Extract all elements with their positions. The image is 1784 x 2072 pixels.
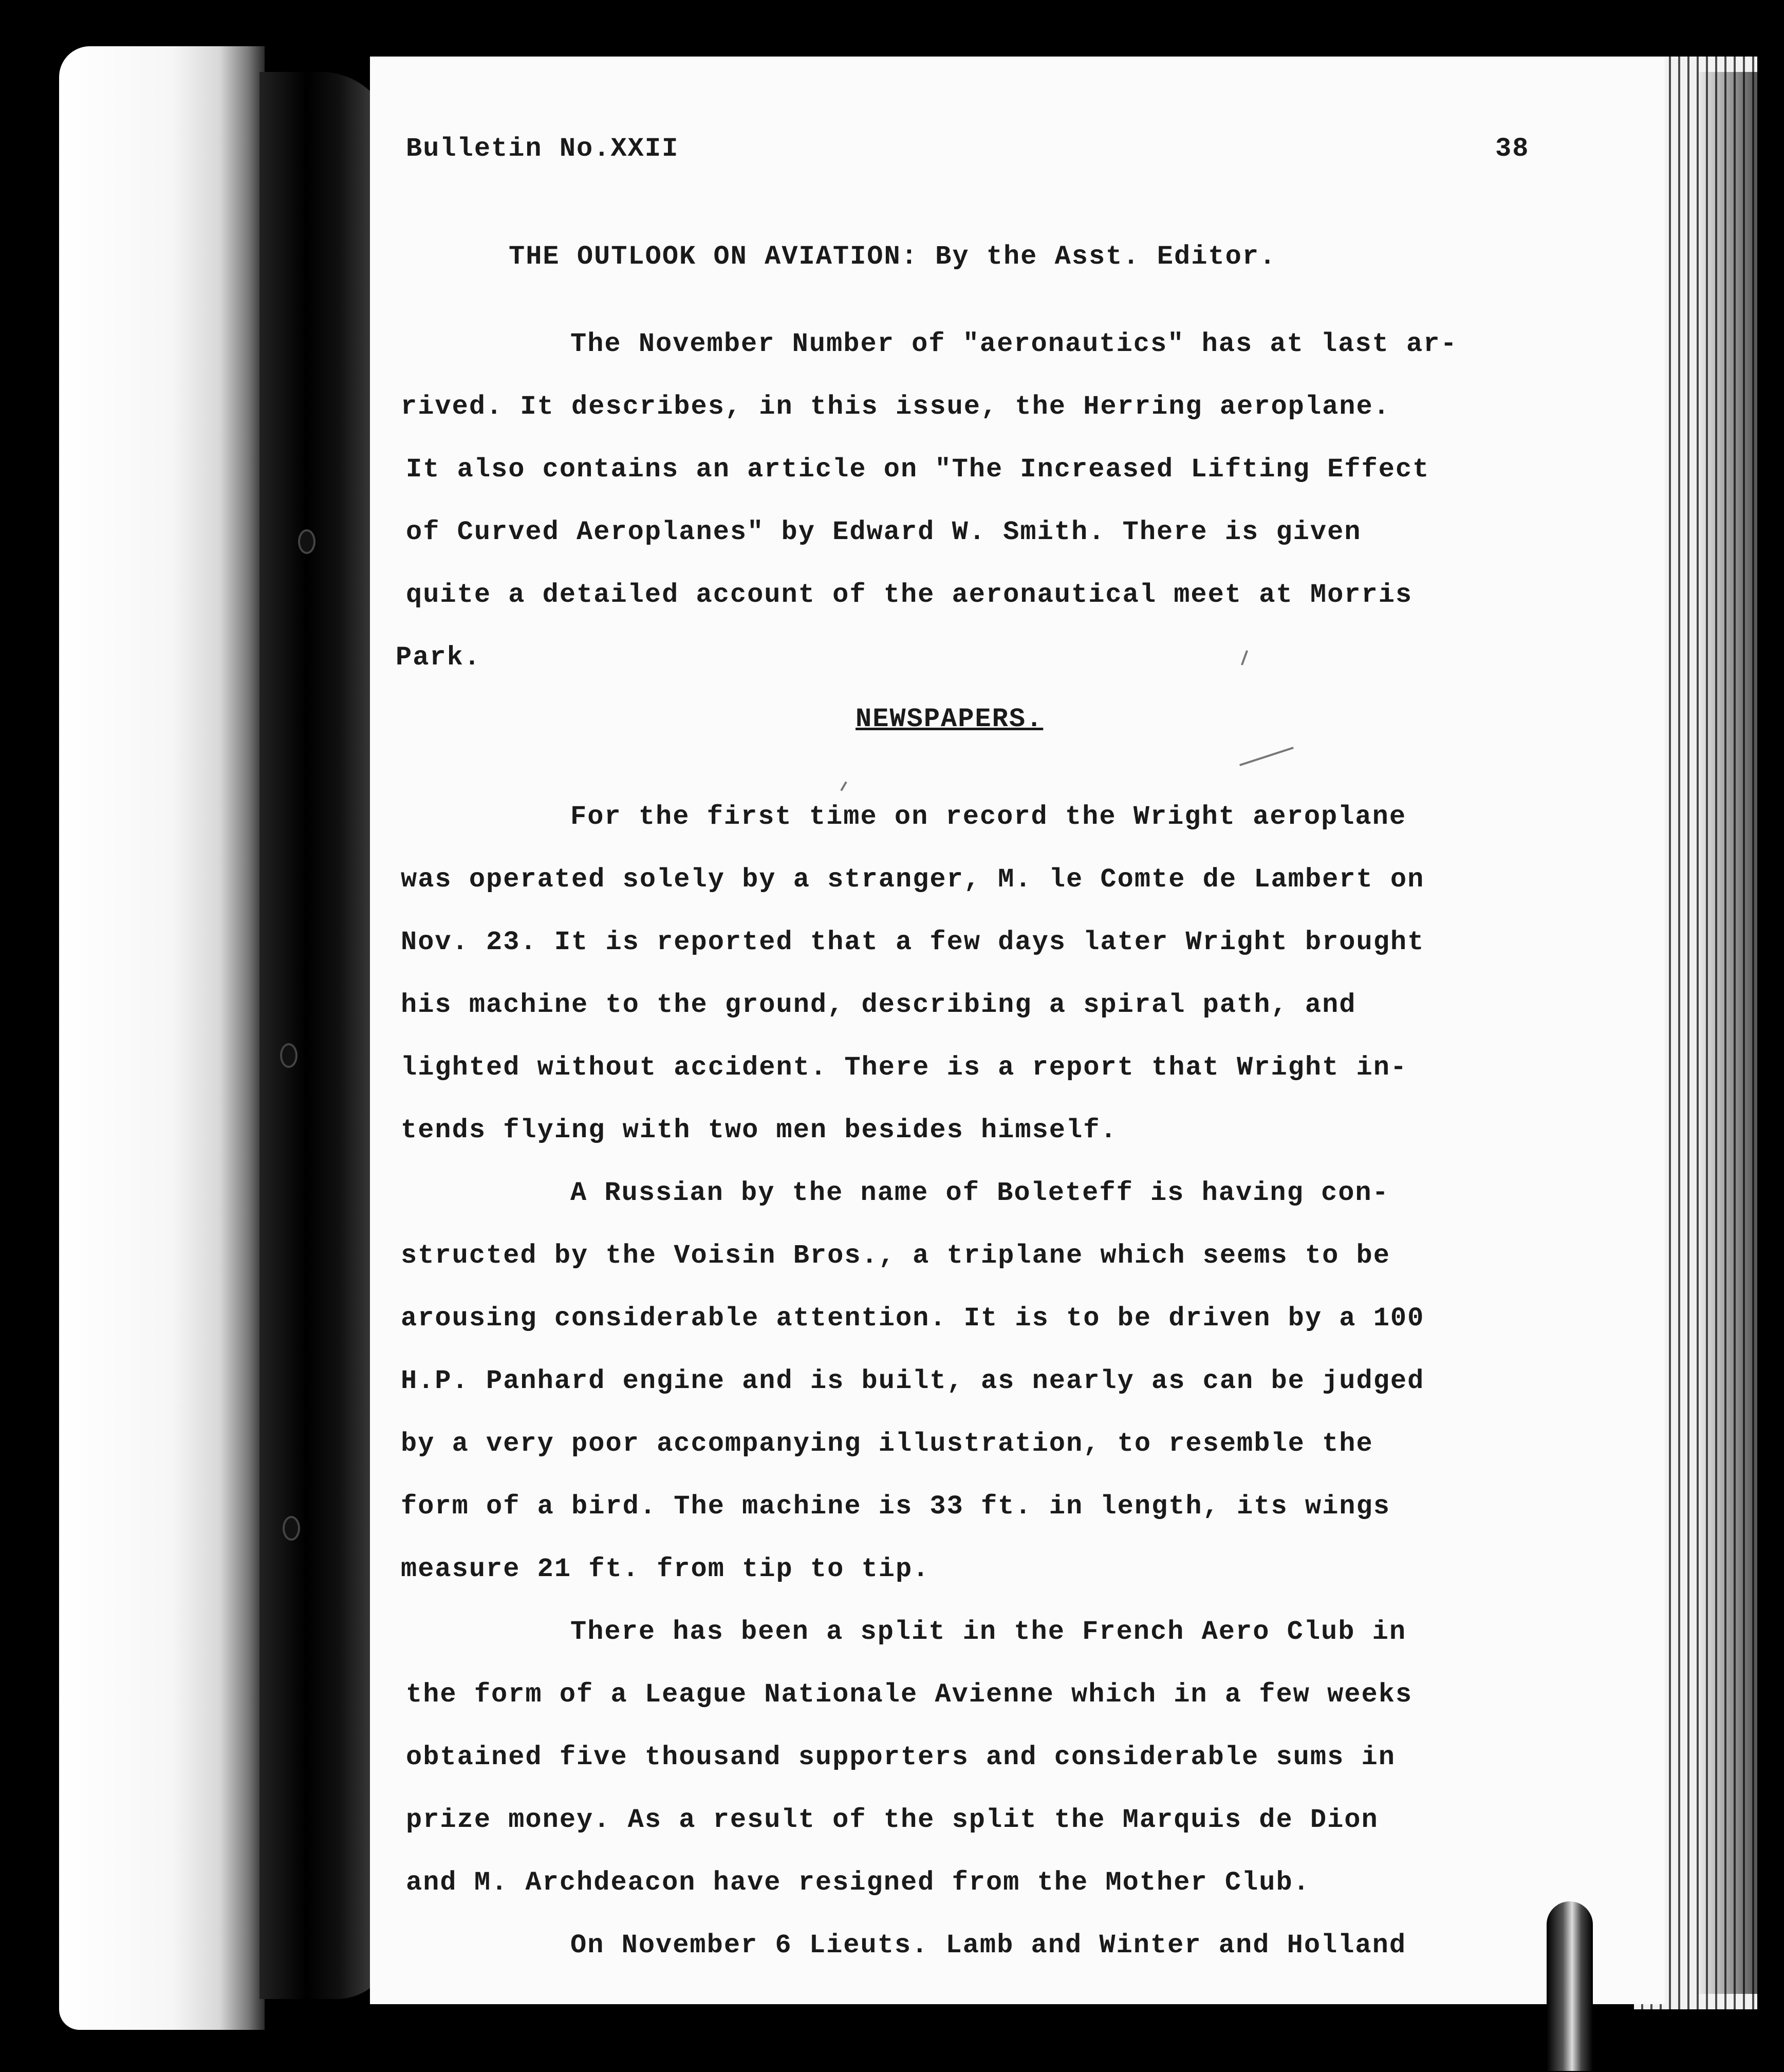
paragraph-line: measure 21 ft. from tip to tip. (401, 1554, 930, 1584)
article-title: THE OUTLOOK ON AVIATION: By the Asst. Editor. (509, 242, 1277, 272)
paragraph-line: quite a detailed account of the aeronautical meet at Morris (406, 580, 1413, 610)
paragraph-line: There has been a split in the French Aero Club in (570, 1617, 1407, 1647)
binding-hole (298, 529, 315, 554)
paragraph-line: by a very poor accompanying illustration, to resemble the (401, 1429, 1373, 1459)
paragraph-line: form of a bird. The machine is 33 ft. in length, its wings (401, 1491, 1390, 1522)
paragraph-line: H.P. Panhard engine and is built, as nearly as can be judged (401, 1366, 1425, 1396)
page-number: 38 (1495, 134, 1530, 164)
paragraph-line: the form of a League Nationale Avienne which in a few weeks (406, 1679, 1413, 1710)
bulletin-number: Bulletin No.XXII (406, 134, 679, 164)
pen-tip (1547, 1901, 1593, 2071)
paragraph-line: and M. Archdeacon have resigned from the Mother Club. (406, 1867, 1310, 1898)
binding-hole (283, 1516, 300, 1541)
paragraph-line: rived. It describes, in this issue, the Herring aeroplane. (401, 392, 1390, 422)
paragraph-line: It also contains an article on "The Increased Lifting Effect (406, 454, 1430, 485)
paragraph-line: prize money. As a result of the split the Marquis de Dion (406, 1805, 1379, 1835)
paragraph-line: was operated solely by a stranger, M. le Comte de Lambert on (401, 864, 1425, 895)
paragraph-line: obtained five thousand supporters and considerable sums in (406, 1742, 1396, 1772)
paragraph-line: Park. (396, 642, 481, 673)
page-edges-shade (1696, 72, 1762, 1994)
paragraph-line: his machine to the ground, describing a spiral path, and (401, 990, 1356, 1020)
paragraph-line: of Curved Aeroplanes" by Edward W. Smith. There is given (406, 517, 1362, 547)
left-page (59, 46, 265, 2030)
paragraph-line: arousing considerable attention. It is to be driven by a 100 (401, 1303, 1425, 1334)
paragraph-line: On November 6 Lieuts. Lamb and Winter and Holland (570, 1930, 1407, 1960)
paragraph-line: A Russian by the name of Boleteff is having con- (570, 1178, 1389, 1208)
paragraph-line: lighted without accident. There is a report that Wright in- (401, 1052, 1408, 1083)
paragraph-line: Nov. 23. It is reported that a few days later Wright brought (401, 927, 1425, 957)
paragraph-line: For the first time on record the Wright aeroplane (570, 802, 1407, 832)
binding-hole (280, 1043, 298, 1068)
paragraph-line: The November Number of "aeronautics" has at last ar- (570, 329, 1458, 359)
paragraph-line: tends flying with two men besides himself. (401, 1115, 1118, 1145)
section-heading: NEWSPAPERS. (856, 704, 1044, 734)
paragraph-line: structed by the Voisin Bros., a triplane which seems to be (401, 1241, 1390, 1271)
